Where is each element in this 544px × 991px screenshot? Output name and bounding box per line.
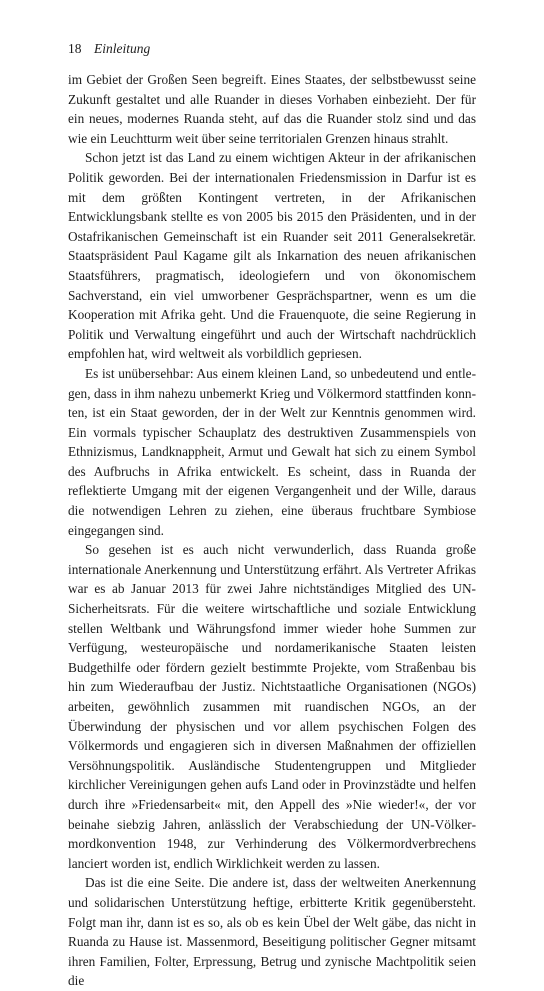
paragraph: So gesehen ist es auch nicht verwunderlich, dass Ruanda große internationale Anerkennung und Unterstützung erfährt. Als Vertreter Afrikas war es ab Januar 2013 für zwei Jahre nichtständiges Mitglied des UN-Sicherheitsrats. Für die weitere wirtschaftliche und soziale Entwicklung stellen Weltbank und Währungsfond immer wieder hohe Summen zur Verfügung, westeuropäische und nordamerikanische Staaten leisten Budgethilfe oder fördern gezielt bestimmte Projekte, vom Straßenbau bis hin zum Wiederaufbau der Justiz. Nichtstaatliche Organisationen (NGOs) arbeiten, gewöhnlich zusammen mit ruandischen NGOs, an der Überwindung der physischen und vor allem psychischen Folgen des Völkermords und engagieren sich in diversen Maßnahmen der offiziellen Versöhnungspolitik. Ausländische Studentengruppen und Mitglieder kirchlicher Vereinigungen gehen aufs Land oder in Provinzstädte und helfen durch ihre »Friedensarbeit« mit, den Appell des »Nie wieder!«, der vor beinahe siebzig Jahren, anlässlich der Verabschiedung der UN-Völkermordkonvention 1948, zur Verhinderung des Völkermordverbrechens lanciert worden ist, endlich Wirklichkeit werden zu lassen. <box>68 542 476 871</box>
paragraph: Das ist die eine Seite. Die andere ist, dass der weltweiten Anerkennung und solidarischen Unterstützung heftige, erbitterte Kritik gegenübersteht. Folgt man ihr, dann ist es so, als ob es kein Übel der Welt gäbe, das nicht in Ruanda zu Hause ist. Massenmord, Beseitigung politischer Gegner mitsamt ihren Familien, Folter, Erpressung, Betrug und zynische Machtpolitik seien die <box>68 875 476 989</box>
running-header <box>68 40 150 58</box>
page-number: 18 <box>68 41 82 56</box>
running-title: Einleitung <box>94 41 151 56</box>
paragraph-continuation: im Gebiet der Großen Seen begreift. Eines Staates, der selbstbewusst seine Zukunft gestaltet und alle Ruander in dieses Vorhaben einbezieht. Der für ein neues, modernes Ruanda steht, auf das die Ruander stolz sind und das wie ein Leuchtturm weit über seine territorialen Grenzen hinaus strahlt. <box>68 72 476 146</box>
paragraph: Es ist unübersehbar: Aus einem kleinen Land, so unbedeutend und entlegen, dass in ihm nahezu unbemerkt Krieg und Völkermord stattfinden konnten, ist ein Staat geworden, der in der Welt zur Kenntnis genommen wird. Ein vormals typischer Schauplatz des destruktiven Zusammenspiels von Ethnizismus, Landknappheit, Armut und Gewalt hat sich zu einem Symbol des Aufbruchs in Afrika entwickelt. Es scheint, dass in Ruanda der reflektierte Umgang mit der eigenen Vergangenheit und der Wille, daraus die notwendigen Lehren zu ziehen, eine überaus fruchtbare Symbiose eingegangen sind. <box>68 365 476 538</box>
paragraph: Schon jetzt ist das Land zu einem wichtigen Akteur in der afrikanischen Politik geworden. Bei der internationalen Friedensmission in Darfur ist es mit dem größten Kontingent vertreten, in der Afrikanischen Entwicklungsbank stellte es von 2005 bis 2015 den Präsidenten, und in der Ostafrikanischen Gemeinschaft ist ein Ruander seit 2011 Generalsekretär. Staatspräsident Paul Kagame gilt als Inkarnation des neuen afrikanischen Staatsführers, pragmatisch, ideologiefern und von ökonomischem Sachverstand, ein viel umworbener Gesprächspartner, wenn es um die Kooperation mit Afrika geht. Und die Frauenquote, die seine Regierung in Politik und Verwaltung eingeführt und auch der Wirtschaft nachdrücklich empfohlen hat, wird weltweit als vorbildlich gepriesen. <box>68 150 476 362</box>
body-text <box>68 70 476 991</box>
